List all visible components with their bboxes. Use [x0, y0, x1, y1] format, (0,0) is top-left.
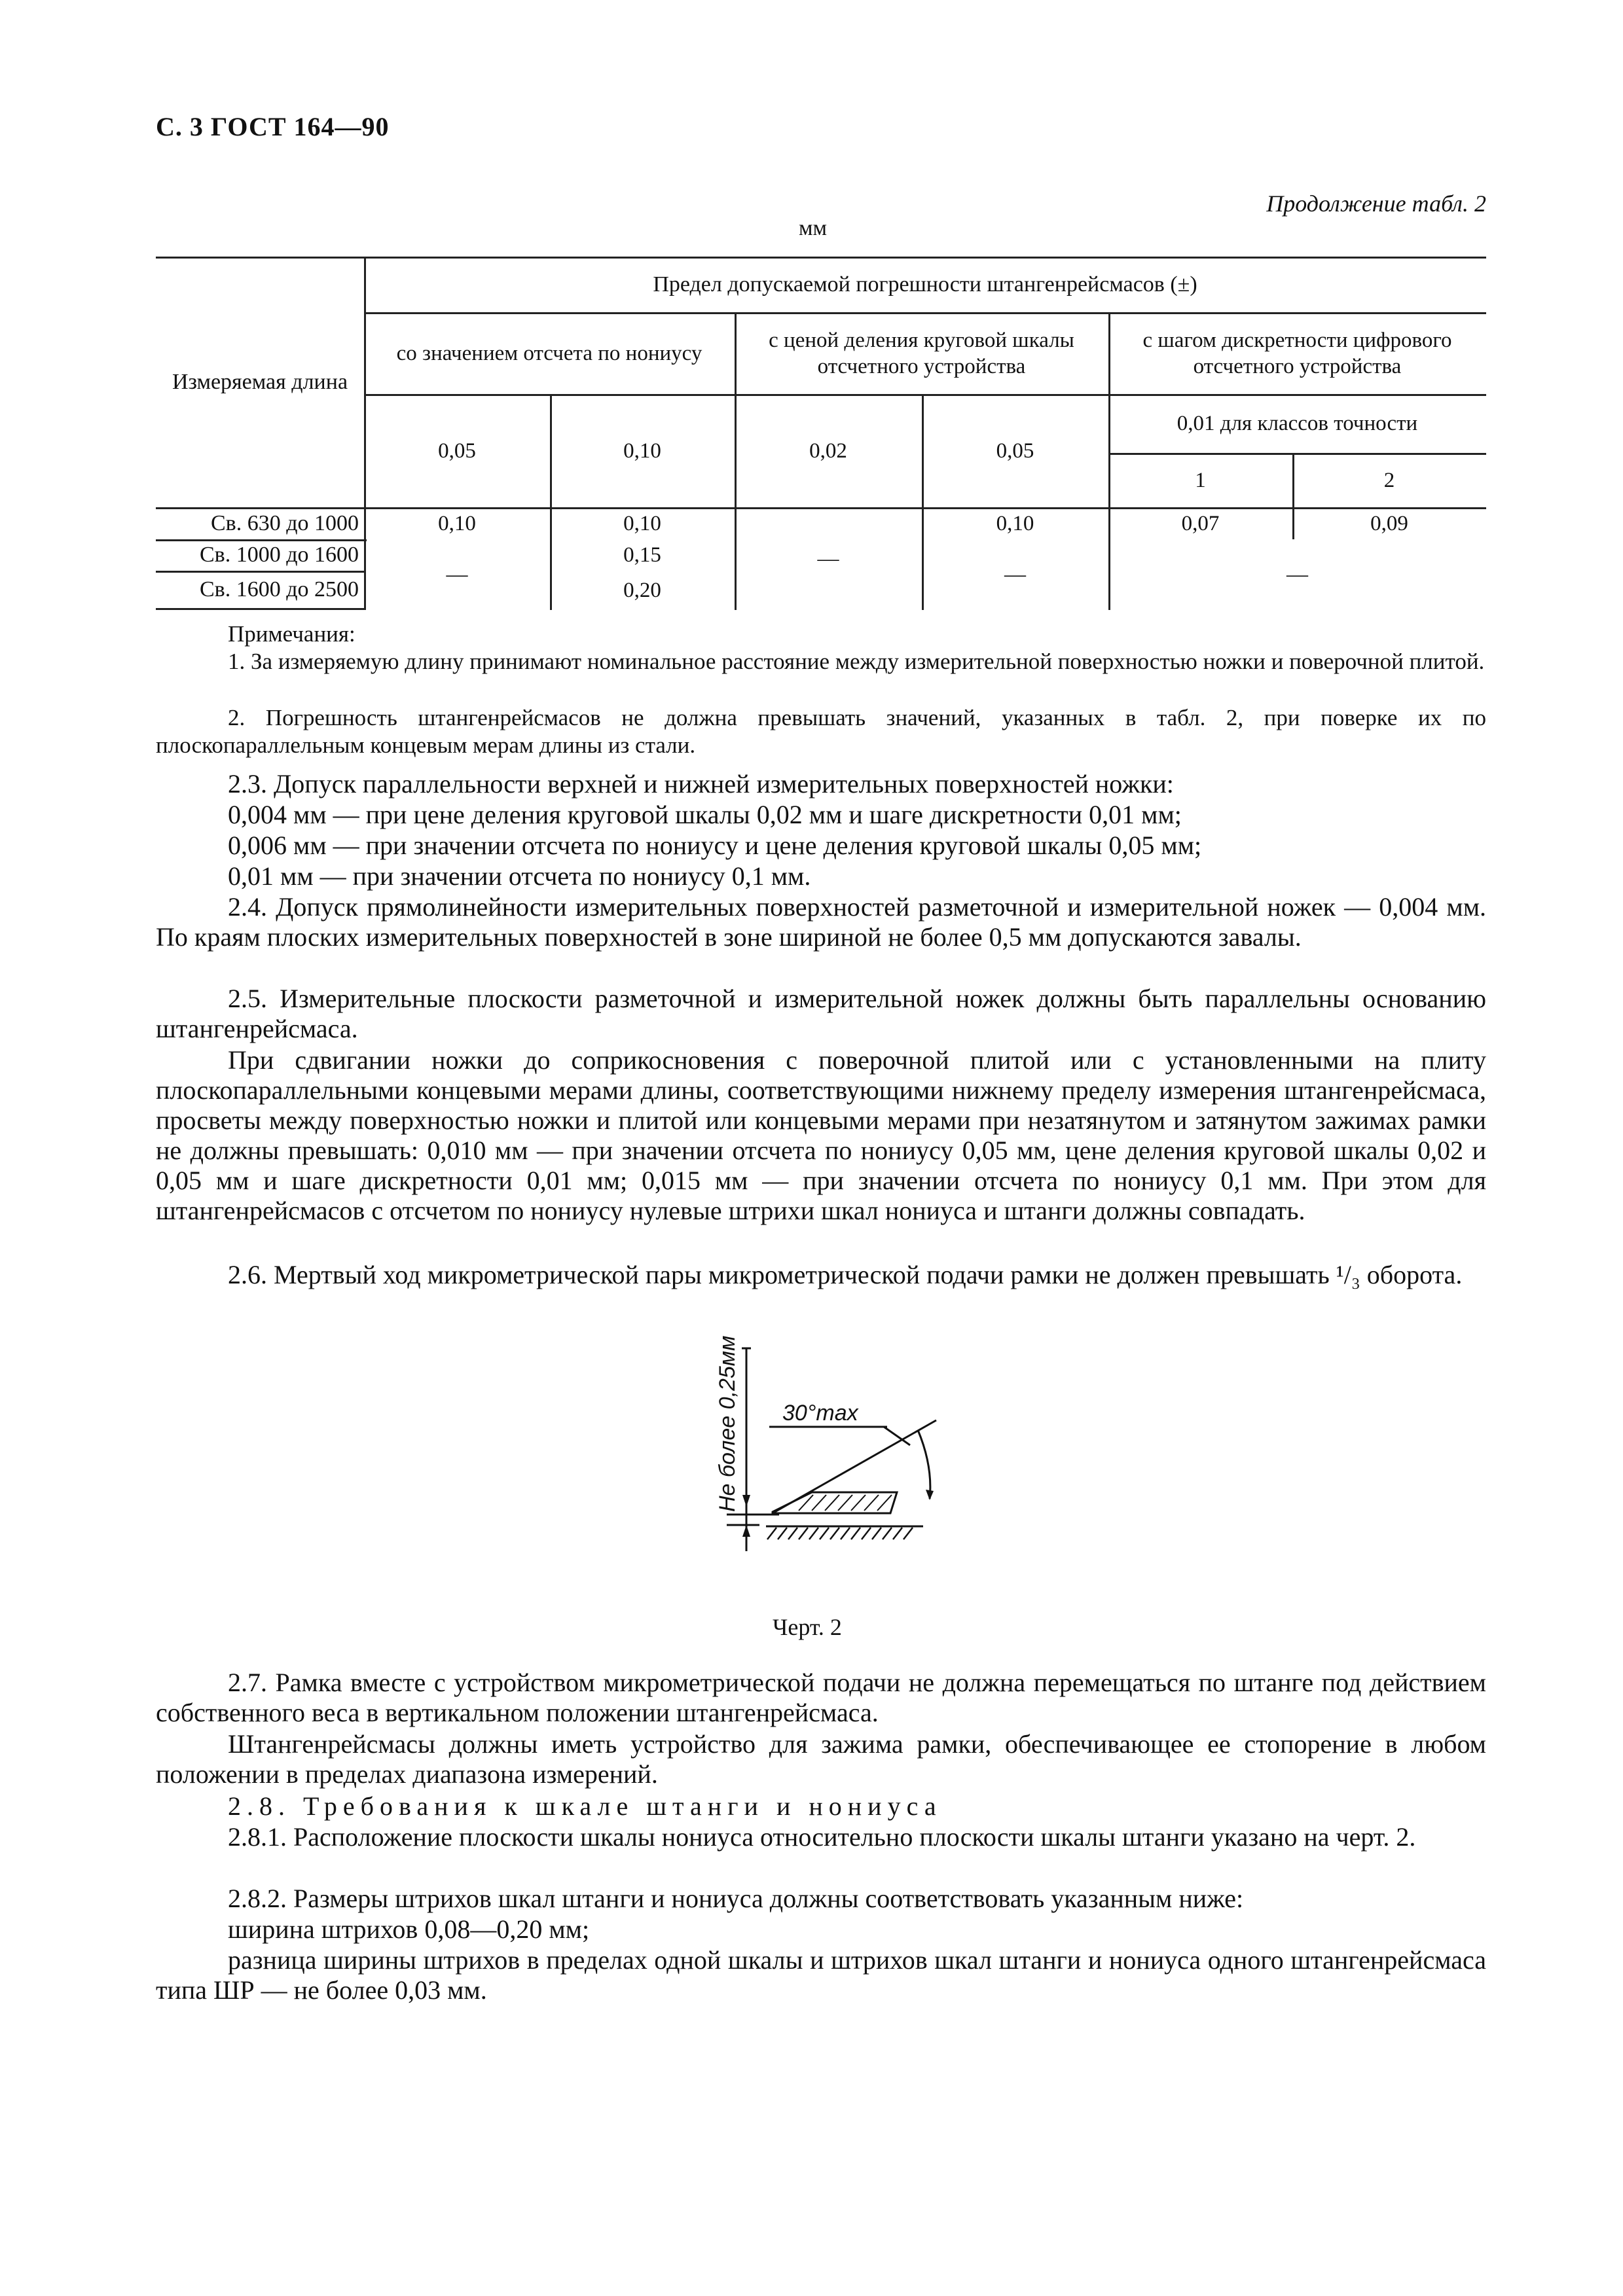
col-vernier-010: 0,10 [623, 439, 661, 463]
col-digital-001: 0,01 для классов точности [1176, 412, 1418, 435]
table-cell: — [446, 563, 468, 586]
col-dial-002: 0,02 [809, 439, 847, 463]
figure-caption: Черт. 2 [773, 1614, 842, 1640]
clause-2-8-1: 2.8.1. Расположение плоскости шкалы нониуса относительно плоскости шкалы штанги указано на черт. 2. [228, 1822, 1416, 1852]
tolerance-table [156, 257, 1486, 610]
table-unit: мм [799, 216, 828, 240]
clause-2-6: 2.6. Мертвый ход микрометрической пары микрометрической подачи рамки не должен превышать ¹/₃ оборота. [228, 1260, 1463, 1289]
clause-2-5-text: При сдвигании ножки до соприкосновения с поверочной плитой или с установленными на плиту плоскопараллельными концевыми мерами длины, соответствующими нижнему пределу измерения штангенрейсмаса, просветы между поверхностью ножки и плитой или концевыми мерами при незатянутом и затянутом зажимах рамки не должны превышать: 0,010 мм — при значении отсчета по нониусу 0,05 мм, цене деления круговой шкалы 0,02 и 0,05 мм и шаге дискретности 0,01 мм; 0,015 мм — при значении отсчета по нониусу 0,1 мм. При этом для штангенрейсмасов с отсчетом по нониусу нулевые штрихи шкал нониуса и штанги должны совпадать. [156, 1045, 1486, 1225]
table-cell: 0,10 [438, 511, 476, 535]
clause-2-7: 2.7. Рамка вместе с устройством микрометрической подачи не должна перемещаться по штанге под действием собственного веса в вертикальном положении штангенрейсмаса. [156, 1668, 1486, 1727]
vertical-dimension-label: Не более 0,25мм [715, 1335, 740, 1512]
table-caption: Продолжение табл. 2 [1266, 190, 1486, 217]
tolerance-drawing [674, 1335, 1002, 1597]
angle-label: 30°max [782, 1401, 858, 1426]
note-2: 2. Погрешность штангенрейсмасов не должна превышать значений, указанных в табл. 2, при поверке их по плоскопараллельным концевым мерам длины из стали. [156, 705, 1486, 758]
note-1: 1. За измеряемую длину принимают номинальное расстояние между измерительной поверхностью ножки и поверочной плитой. [228, 649, 1485, 674]
table-cell: 0,07 [1181, 511, 1220, 535]
col-header-group: Предел допускаемой погрешности штангенрейсмасов (±) [653, 272, 1197, 296]
notes-title: Примечания: [228, 621, 356, 647]
col-vernier-005: 0,05 [438, 439, 476, 463]
table-row-label: Св. 630 до 1000 [210, 511, 359, 535]
table-row-label: Св. 1600 до 2500 [199, 577, 359, 601]
table-row-label: Св. 1000 до 1600 [199, 543, 359, 567]
clause-2-3-line-a: 0,004 мм — при цене деления круговой шкалы 0,02 мм и шаге дискретности 0,01 мм; [228, 800, 1182, 829]
clause-2-8-2: 2.8.2. Размеры штрихов шкал штанги и нониуса должны соответствовать указанным ниже: [228, 1884, 1244, 1913]
clause-2-3-line-c: 0,01 мм — при значении отсчета по нониусу 0,1 мм. [228, 861, 811, 891]
page-header: С. 3 ГОСТ 164—90 [156, 112, 390, 141]
sub-header-digital: с шагом дискретности цифрового отсчетного устройства [1142, 328, 1452, 378]
sub-header-dial: с ценой деления круговой шкалы отсчетного устройства [769, 328, 1074, 378]
table-cell: — [1286, 563, 1308, 586]
table-cell: 0,20 [623, 579, 661, 602]
clause-2-8-2-line-a: ширина штрихов 0,08—0,20 мм; [228, 1914, 590, 1944]
clause-2-3-line-b: 0,006 мм — при значении отсчета по нониусу и цене деления круговой шкалы 0,05 мм; [228, 831, 1202, 860]
table-cell: 0,10 [996, 511, 1034, 535]
table-cell: 0,15 [623, 543, 661, 567]
col-dial-005: 0,05 [996, 439, 1034, 463]
clause-2-4: 2.4. Допуск прямолинейности измерительных поверхностей разметочной и измерительной ножек — 0,004 мм. По краям плоских измерительных поверхностей в зоне шириной не более 0,5 мм допускаются завалы. [156, 892, 1486, 952]
clause-2-3: 2.3. Допуск параллельности верхней и нижней измерительных поверхностей ножки: [228, 769, 1174, 798]
clause-2-7-text: Штангенрейсмасы должны иметь устройство для зажима рамки, обеспечивающее ее стопорение в любом положении в пределах диапазона измерений. [156, 1729, 1486, 1789]
sub-header-vernier: со значением отсчета по нониусу [396, 341, 702, 365]
table-cell: 0,09 [1370, 511, 1408, 535]
table-cell: — [817, 547, 839, 571]
col-class-1: 1 [1195, 468, 1206, 492]
table-cell: — [1004, 563, 1026, 586]
col-class-2: 2 [1383, 468, 1395, 492]
clause-2-8-title: 2.8. Требования к шкале штанги и нониуса [228, 1791, 942, 1821]
table-cell: 0,10 [623, 511, 661, 535]
clause-2-5: 2.5. Измерительные плоскости разметочной и измерительной ножек должны быть параллельны основанию штангенрейсмаса. [156, 984, 1486, 1043]
clause-2-8-2-line-b: разница ширины штрихов в пределах одной шкалы и штрихов шкал штанги и нониуса одного штангенрейсмаса типа ШР — не более 0,03 мм. [156, 1945, 1486, 2005]
col-header-measured-length: Измеряемая длина [172, 369, 348, 394]
